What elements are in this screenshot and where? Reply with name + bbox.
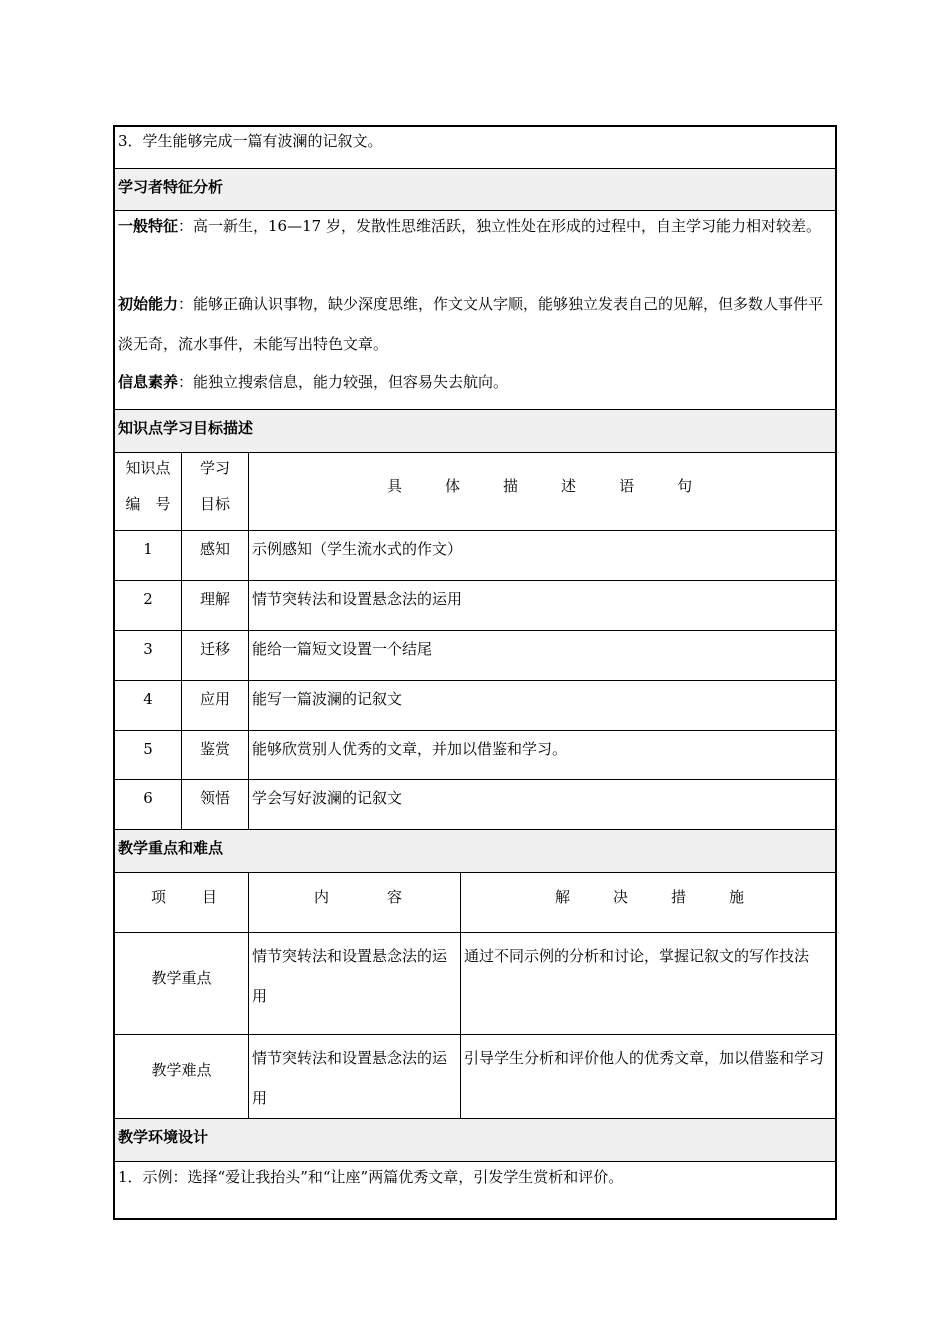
keypoint-item: 教学难点 [151,1061,212,1079]
keypoint-solution: 引导学生分析和评价他人的优秀文章，加以借鉴和学习 [464,1049,825,1067]
document-table [113,125,837,1220]
col-header-solution [555,887,744,907]
row-goal: 应用 [199,690,230,708]
row-goal: 迁移 [199,640,230,658]
col-header-description-char: 描 [503,477,519,495]
col-header-description-char: 具 [387,477,403,495]
row-number: 1 [143,540,153,558]
environment-item-1: 1．示例：选择“爱让我抬头”和“让座”两篇优秀文章，引发学生赏析和评价。 [118,1168,624,1186]
col-header-content-char: 容 [387,888,403,906]
col-header-goal: 目标 [199,495,230,513]
info-literacy [118,362,834,402]
row-description: 能够欣赏别人优秀的文章，并加以借鉴和学习。 [252,740,568,758]
col-header-item [151,887,217,907]
row-description: 能写一篇波澜的记叙文 [252,690,403,708]
section-heading-learner: 学习者特征分析 [118,178,224,196]
row-goal: 感知 [199,540,230,558]
info-literacy-text: ：能独立搜索信息，能力较强，但容易失去航向。 [178,373,509,391]
row-goal: 领悟 [199,789,230,807]
col-header-item-char: 目 [202,888,218,906]
section-heading-environment: 教学环境设计 [118,1128,209,1146]
col-header-solution-char: 措 [671,888,687,906]
initial-ability [118,284,834,364]
col-header-content-char: 内 [314,888,330,906]
objective-item-3: 3．学生能够完成一篇有波澜的记叙文。 [118,132,383,150]
col-header-description-char: 述 [561,477,577,495]
initial-ability-label: 初始能力 [118,295,179,313]
col-header-solution-char: 施 [729,888,745,906]
row-description: 情节突转法和设置悬念法的运用 [252,590,463,608]
col-header-description-char: 语 [619,477,635,495]
row-number: 6 [143,789,153,807]
row-description: 学会写好波澜的记叙文 [252,789,403,807]
col-header-solution-char: 解 [555,888,571,906]
row-goal: 理解 [199,590,230,608]
col-header-solution-char: 决 [613,888,629,906]
general-traits [118,206,834,246]
col-header-description-char: 句 [677,477,693,495]
section-band [115,1118,835,1161]
col-header-description [387,476,692,496]
col-header-content [314,887,402,907]
row-number: 4 [143,690,153,708]
keypoint-solution: 通过不同示例的分析和讨论，掌握记叙文的写作技法 [464,947,810,965]
col-header-learning: 学习 [199,459,230,477]
col-header-item-char: 项 [151,888,167,906]
row-description: 能给一篇短文设置一个结尾 [252,640,433,658]
section-heading-keypoints: 教学重点和难点 [118,839,224,857]
general-traits-label: 一般特征 [118,217,179,235]
keypoint-item: 教学重点 [151,969,212,987]
col-header-number: 编 号 [125,495,171,513]
general-traits-text: ：高一新生，16—17 岁，发散性思维活跃，独立性处在形成的过程中，自主学习能力相对较差。 [178,217,821,235]
col-header-description-char: 体 [445,477,461,495]
row-number: 2 [143,590,153,608]
info-literacy-label: 信息素养 [118,373,179,391]
section-heading-objectives: 知识点学习目标描述 [118,419,254,437]
row-number: 3 [143,640,153,658]
row-goal: 鉴赏 [199,740,230,758]
row-number: 5 [143,740,153,758]
keypoint-content: 情节突转法和设置悬念法的运用 [252,1049,448,1107]
col-header-knowledge-point: 知识点 [125,459,171,477]
initial-ability-text: ：能够正确认识事物，缺少深度思维，作文文从字顺，能够独立发表自己的见解，但多数人事件平淡无奇，流水事件，未能写出特色文章。 [118,295,824,353]
row-description: 示例感知（学生流水式的作文） [252,540,463,558]
keypoint-content: 情节突转法和设置悬念法的运用 [252,947,448,1005]
